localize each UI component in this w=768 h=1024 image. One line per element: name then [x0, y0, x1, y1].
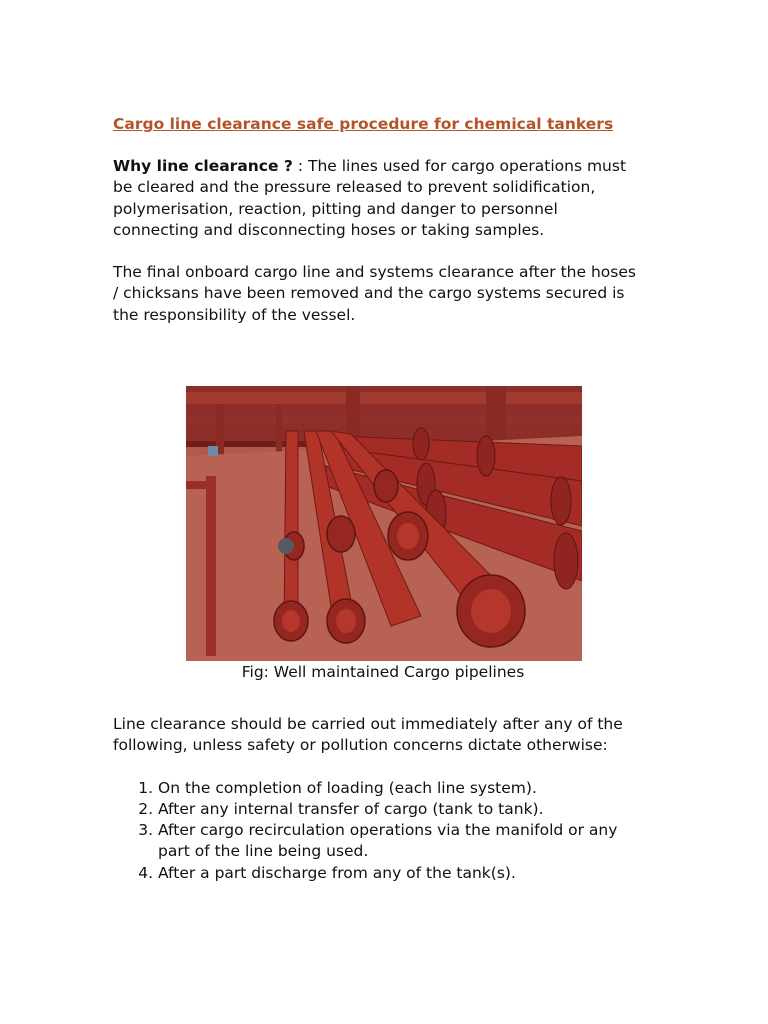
list-item: 4. After a part discharge from any of the tank(s). — [158, 863, 653, 884]
document-title: Cargo line clearance safe procedure for chemical tankers — [113, 115, 614, 133]
pipelines-illustration — [186, 386, 582, 661]
why-text: : The lines used for cargo operations must be cleared and the pressure released to prevent solidification, polymerisation, reaction, pitting and danger to personnel connecting and disconnecting hoses or taking samples. — [113, 157, 627, 239]
responsibility-paragraph: The final onboard cargo line and systems clearance after the hoses / chicksans have been removed and the cargo systems secured is the responsibility of the vessel. — [113, 263, 636, 324]
list-item: 2. After any internal transfer of cargo (tank to tank). — [158, 799, 653, 820]
clearance-intro: Line clearance should be carried out immediately after any of the following, unless safety or pollution concerns dictate otherwise: — [113, 715, 623, 755]
list-item: 1. On the completion of loading (each line system). — [158, 778, 653, 799]
clearance-list — [113, 778, 653, 884]
list-item: 3. After cargo recirculation operations via the manifold or any part of the line being used. — [158, 820, 653, 863]
document-body — [113, 114, 643, 326]
figure-caption: Fig: Well maintained Cargo pipelines — [241, 663, 525, 681]
cargo-pipelines-photo — [186, 386, 582, 661]
clearance-section — [113, 714, 653, 884]
why-lead: Why line clearance ? — [113, 157, 293, 175]
why-paragraph — [113, 156, 643, 241]
